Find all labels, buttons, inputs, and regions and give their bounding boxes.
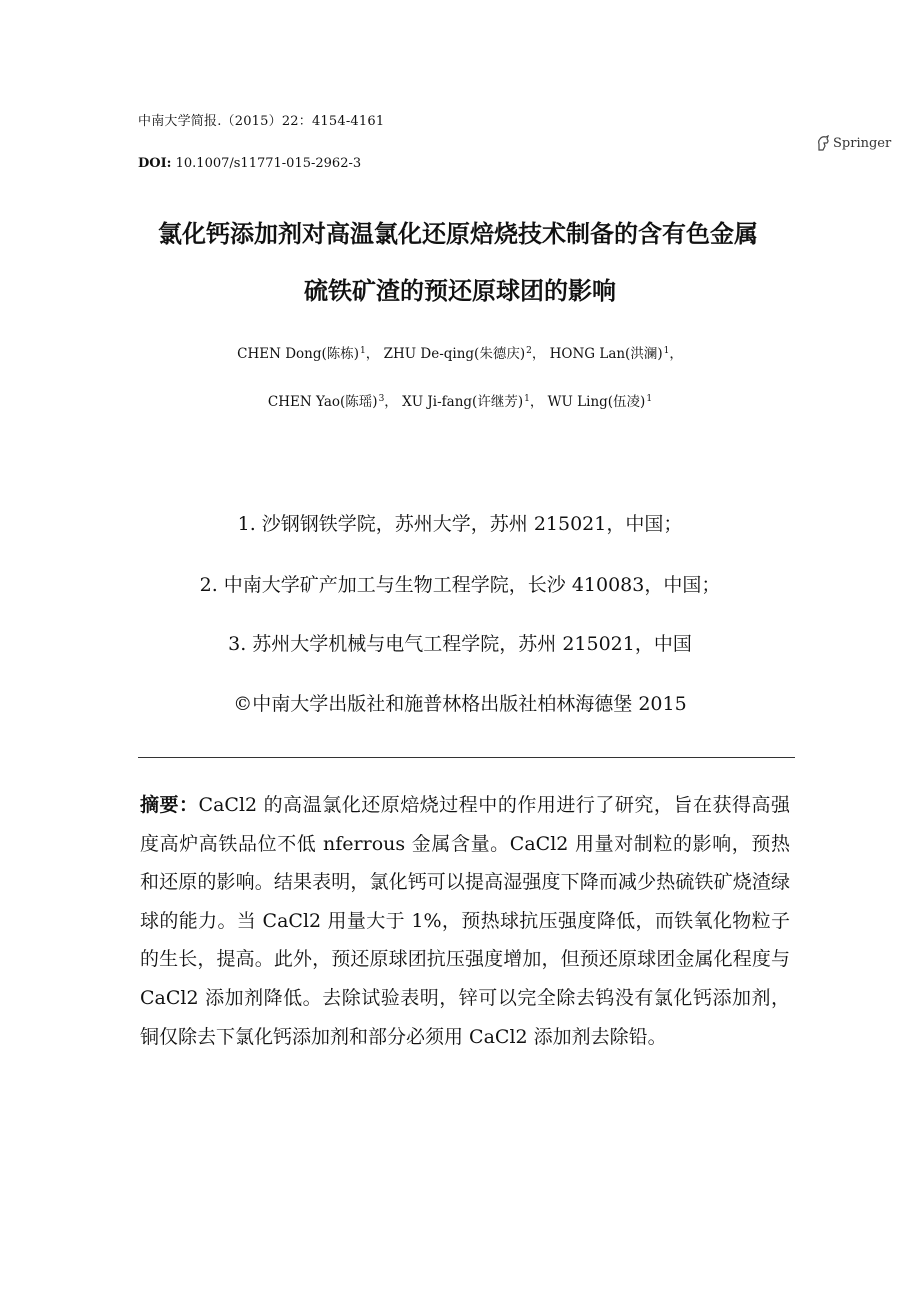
journal-citation: 中南大学简报.（2015）22：4154-4161 bbox=[138, 114, 385, 129]
copyright-notice: ©中南大学出版社和施普林格出版社柏林海德堡 2015 bbox=[233, 693, 687, 715]
author-affiliation-mark: 3 bbox=[378, 394, 385, 404]
springer-horse-icon bbox=[816, 135, 830, 151]
abstract-text: CaCl2 的高温氯化还原焙烧过程中的作用进行了研究，旨在获得高强度高炉高铁品位不低 nferrous 金属含量。CaCl2 用量对制粒的影响，预热和还原的影响。结果表明，氯化钙可以提高湿强度下降而减少热硫铁矿烧渣绿球的能力。当 CaCl2 用量大于 1%，预热球抗压强度降低，而铁氧化物粒子的生长，提高。此外，预还原球团抗压强度增加，但预还原球团金属化程度与 CaCl2 添加剂降低。去除试验表明，锌可以完全除去钨没有氯化钙添加剂，铜仅除去下氯化钙添加剂和部分必须用 CaCl2 添加剂去除铅。 bbox=[140, 794, 790, 1048]
author-separator: ， bbox=[531, 346, 546, 362]
doi-label: DOI: bbox=[138, 156, 172, 171]
author-name: XU Ji-fang(许继芳) bbox=[402, 394, 524, 410]
affiliation-3: 3. 苏州大学机械与电气工程学院，苏州 215021，中国 bbox=[228, 633, 692, 655]
author-name: WU Ling(伍凌) bbox=[547, 394, 646, 410]
author-affiliation-mark: 1 bbox=[646, 394, 653, 404]
affiliation-2: 2. 中南大学矿产加工与生物工程学院，长沙 410083，中国； bbox=[199, 574, 721, 596]
author-separator: ， bbox=[384, 394, 398, 410]
author-list-line-1 bbox=[0, 342, 920, 362]
author-name: ZHU De-qing(朱德庆) bbox=[383, 346, 526, 362]
author-separator: ， bbox=[365, 346, 380, 362]
paper-title-line-1: 氯化钙添加剂对高温氯化还原焙烧技术制备的含有色金属 bbox=[158, 219, 758, 248]
section-divider bbox=[138, 757, 795, 758]
doi-line bbox=[138, 156, 361, 171]
author-name: CHEN Yao(陈瑶) bbox=[267, 394, 378, 410]
author-affiliation-mark: 1 bbox=[663, 346, 670, 356]
author-separator: ， bbox=[669, 346, 683, 362]
author-affiliation-mark: 1 bbox=[360, 346, 366, 356]
publisher-logo bbox=[816, 135, 891, 151]
author-list-line-2 bbox=[0, 390, 920, 410]
author-separator: ， bbox=[529, 394, 544, 410]
publisher-name: Springer bbox=[833, 135, 892, 151]
author-affiliation-mark: 1 bbox=[524, 394, 530, 404]
abstract bbox=[140, 786, 790, 1056]
author-affiliation-mark: 2 bbox=[526, 346, 532, 356]
affiliation-1: 1. 沙钢钢铁学院，苏州大学，苏州 215021，中国； bbox=[237, 513, 683, 535]
author-name: HONG Lan(洪澜) bbox=[549, 346, 663, 362]
doi-value: 10.1007/s11771-015-2962-3 bbox=[175, 156, 362, 171]
abstract-label: 摘要： bbox=[140, 794, 199, 816]
author-name: CHEN Dong(陈栋) bbox=[237, 346, 360, 362]
paper-title-line-2: 硫铁矿渣的预还原球团的影响 bbox=[304, 276, 616, 305]
